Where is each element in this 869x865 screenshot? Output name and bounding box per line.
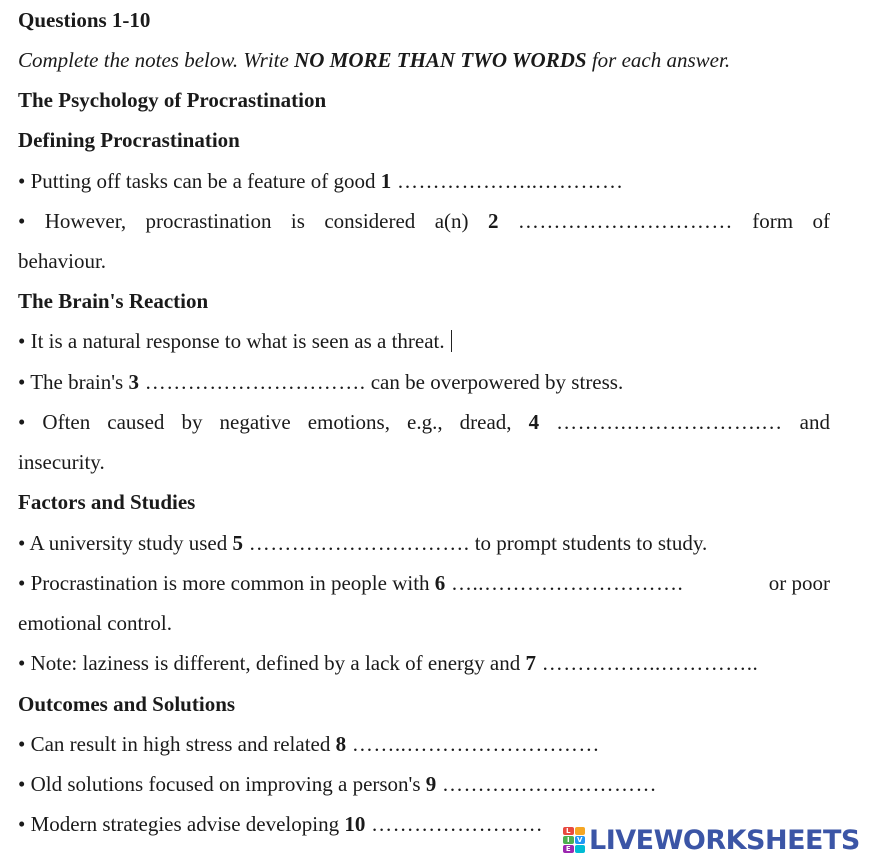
answer-blank-9[interactable]: ………………………… bbox=[436, 772, 658, 796]
liveworksheets-brand: LIVEWORKSHEETS bbox=[589, 824, 860, 856]
note-text: • Putting off tasks can be a feature of good bbox=[18, 169, 381, 193]
note-brain-1 bbox=[18, 321, 830, 361]
note-2-continuation: behaviour. bbox=[18, 249, 107, 273]
word: form bbox=[752, 209, 794, 233]
note-6-lead bbox=[18, 563, 683, 603]
note-text: or poor bbox=[768, 571, 830, 595]
mark-letter: V bbox=[575, 836, 586, 844]
instructions-emphasis: NO MORE THAN TWO WORDS bbox=[294, 48, 587, 72]
word: and bbox=[799, 410, 830, 434]
word: considered bbox=[324, 209, 416, 233]
answer-blank-6[interactable]: …..………………………. bbox=[445, 571, 684, 595]
liveworksheets-mark-icon bbox=[563, 827, 585, 853]
note-1 bbox=[18, 161, 830, 201]
note-6 bbox=[18, 563, 830, 603]
bullet: • bbox=[18, 410, 26, 434]
section-heading-outcomes: Outcomes and Solutions bbox=[18, 692, 236, 716]
answer-blank-5[interactable]: …………………………. bbox=[242, 531, 470, 555]
note-6-continuation: emotional control. bbox=[18, 611, 172, 635]
word: However, bbox=[44, 209, 127, 233]
note-text: • A university study used bbox=[18, 531, 233, 555]
note-7 bbox=[18, 643, 830, 683]
word: dread, bbox=[459, 410, 512, 434]
word: emotions, bbox=[307, 410, 390, 434]
section-heading-factors: Factors and Studies bbox=[18, 490, 196, 514]
mark-cell bbox=[575, 827, 586, 835]
question-number: 6 bbox=[434, 571, 446, 595]
note-text: • Can result in high stress and related bbox=[18, 732, 336, 756]
answer-blank-2[interactable]: ………………………… bbox=[517, 209, 733, 233]
word: negative bbox=[219, 410, 291, 434]
note-4 bbox=[18, 402, 830, 442]
questions-label: Questions 1-10 bbox=[18, 8, 151, 32]
question-number: 7 bbox=[525, 651, 536, 675]
mark-letter: L bbox=[563, 827, 574, 835]
note-5 bbox=[18, 523, 830, 563]
question-number: 3 bbox=[128, 370, 139, 394]
note-text: • Note: laziness is different, defined by a lack of energy and bbox=[18, 651, 526, 675]
section-heading-brain: The Brain's Reaction bbox=[18, 289, 209, 313]
question-number: 2 bbox=[487, 209, 499, 233]
question-number: 8 bbox=[335, 732, 347, 756]
mark-letter: I bbox=[563, 836, 574, 844]
instructions-prefix: Complete the notes below. Write bbox=[18, 48, 295, 72]
word: procrastination bbox=[145, 209, 272, 233]
word: caused bbox=[107, 410, 165, 434]
text-cursor bbox=[451, 330, 452, 352]
mark-letter: E bbox=[563, 845, 574, 853]
note-8 bbox=[18, 724, 830, 764]
question-number: 4 bbox=[528, 410, 540, 434]
question-number: 10 bbox=[344, 812, 366, 836]
bullet: • bbox=[18, 209, 26, 233]
answer-blank-10[interactable]: …………………… bbox=[365, 812, 544, 836]
answer-blank-8[interactable]: ……..……………………… bbox=[346, 732, 600, 756]
word: e.g., bbox=[407, 410, 443, 434]
word: by bbox=[181, 410, 203, 434]
word: is bbox=[290, 209, 305, 233]
word: a(n) bbox=[434, 209, 469, 233]
note-text: • The brain's bbox=[18, 370, 129, 394]
mark-cell bbox=[575, 845, 586, 853]
answer-blank-3[interactable]: …………………………. bbox=[138, 370, 366, 394]
note-text: • Procrastination is more common in people with bbox=[18, 571, 435, 595]
section-heading-defining: Defining Procrastination bbox=[18, 128, 240, 152]
answer-blank-4[interactable]: ……….……………….… bbox=[556, 410, 783, 434]
note-text: • Old solutions focused on improving a person's bbox=[18, 772, 426, 796]
note-3 bbox=[18, 362, 830, 402]
page-title: The Psychology of Procrastination bbox=[18, 88, 327, 112]
note-text: • It is a natural response to what is seen as a threat. bbox=[18, 329, 445, 353]
instructions bbox=[18, 40, 830, 80]
liveworksheets-logo bbox=[563, 823, 860, 857]
word: Often bbox=[42, 410, 91, 434]
question-number: 9 bbox=[425, 772, 437, 796]
note-2 bbox=[18, 201, 830, 241]
answer-blank-1[interactable]: ………………..………… bbox=[391, 169, 624, 193]
note-text: to prompt students to study. bbox=[469, 531, 708, 555]
note-4-continuation: insecurity. bbox=[18, 450, 105, 474]
note-9 bbox=[18, 764, 830, 804]
answer-blank-7[interactable]: ……………..………….. bbox=[536, 651, 759, 675]
instructions-suffix: for each answer. bbox=[586, 48, 731, 72]
note-text: can be overpowered by stress. bbox=[365, 370, 624, 394]
note-text: • Modern strategies advise developing bbox=[18, 812, 345, 836]
question-number: 5 bbox=[232, 531, 243, 555]
question-number: 1 bbox=[380, 169, 392, 193]
word: of bbox=[812, 209, 830, 233]
